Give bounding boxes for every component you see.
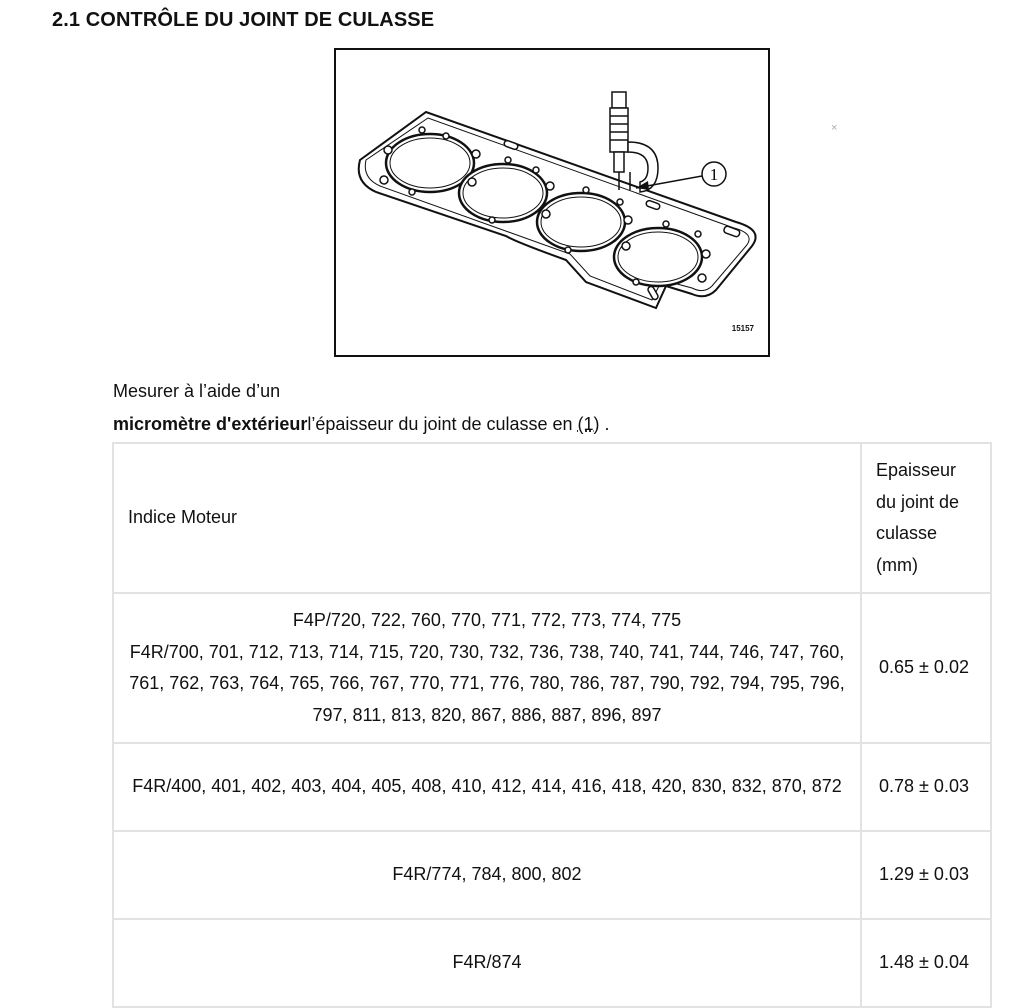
instruction-line-2 <box>113 414 610 435</box>
bore-3 <box>537 193 625 251</box>
instruction-text: l’épaisseur du joint de culasse en <box>307 414 578 434</box>
instrument-name: micromètre d'extérieur <box>113 414 308 434</box>
table-header-row <box>113 443 991 593</box>
engine-cell <box>113 593 861 743</box>
popup-mask <box>770 113 850 213</box>
table-row <box>113 831 991 919</box>
thickness-table <box>112 442 992 1008</box>
thickness-cell: 1.48 ± 0.04 <box>861 919 991 1007</box>
table-row <box>113 593 991 743</box>
close-icon[interactable]: × <box>831 122 838 134</box>
thickness-cell: 1.29 ± 0.03 <box>861 831 991 919</box>
table-row <box>113 919 991 1007</box>
engine-cell: F4R/874 <box>113 919 861 1007</box>
bore-4 <box>614 228 702 286</box>
table-row <box>113 743 991 831</box>
engine-list-f4p: F4P/720, 722, 760, 770, 771, 772, 773, 774, 775 <box>292 610 682 630</box>
header-engine: Indice Moteur <box>113 443 861 593</box>
gasket-drawing <box>336 50 768 355</box>
instruction-line-1: Mesurer à l’aide d’un <box>113 381 281 401</box>
callout-number: 1 <box>709 165 719 184</box>
gasket-figure <box>334 48 770 357</box>
header-thickness: Epaisseur du joint de culasse (mm) <box>861 443 991 593</box>
figure-number: 15157 <box>731 324 754 333</box>
section-title: 2.1 CONTRÔLE DU JOINT DE CULASSE <box>52 9 435 31</box>
micrometer-drawing <box>610 92 658 192</box>
engine-list-f4r: F4R/700, 701, 712, 713, 714, 715, 720, 730, 732, 736, 738, 740, 741, 744, 746, 747, 760, 761, 762, 763, 764, 765, 766, 767, 770, 771, 776, 780, 786, 787, 790, 792, 794, 795, 796, 797, 811, 813, 820, 867, 886, 887, 896, 897 <box>129 641 845 725</box>
engine-cell: F4R/400, 401, 402, 403, 404, 405, 408, 410, 412, 414, 416, 418, 420, 830, 832, 870, 872 <box>113 743 861 831</box>
instruction-end: . <box>599 414 610 434</box>
thickness-cell: 0.65 ± 0.02 <box>861 593 991 743</box>
engine-cell: F4R/774, 784, 800, 802 <box>113 831 861 919</box>
reference-link[interactable]: (1) <box>577 414 600 434</box>
thickness-cell: 0.78 ± 0.03 <box>861 743 991 831</box>
